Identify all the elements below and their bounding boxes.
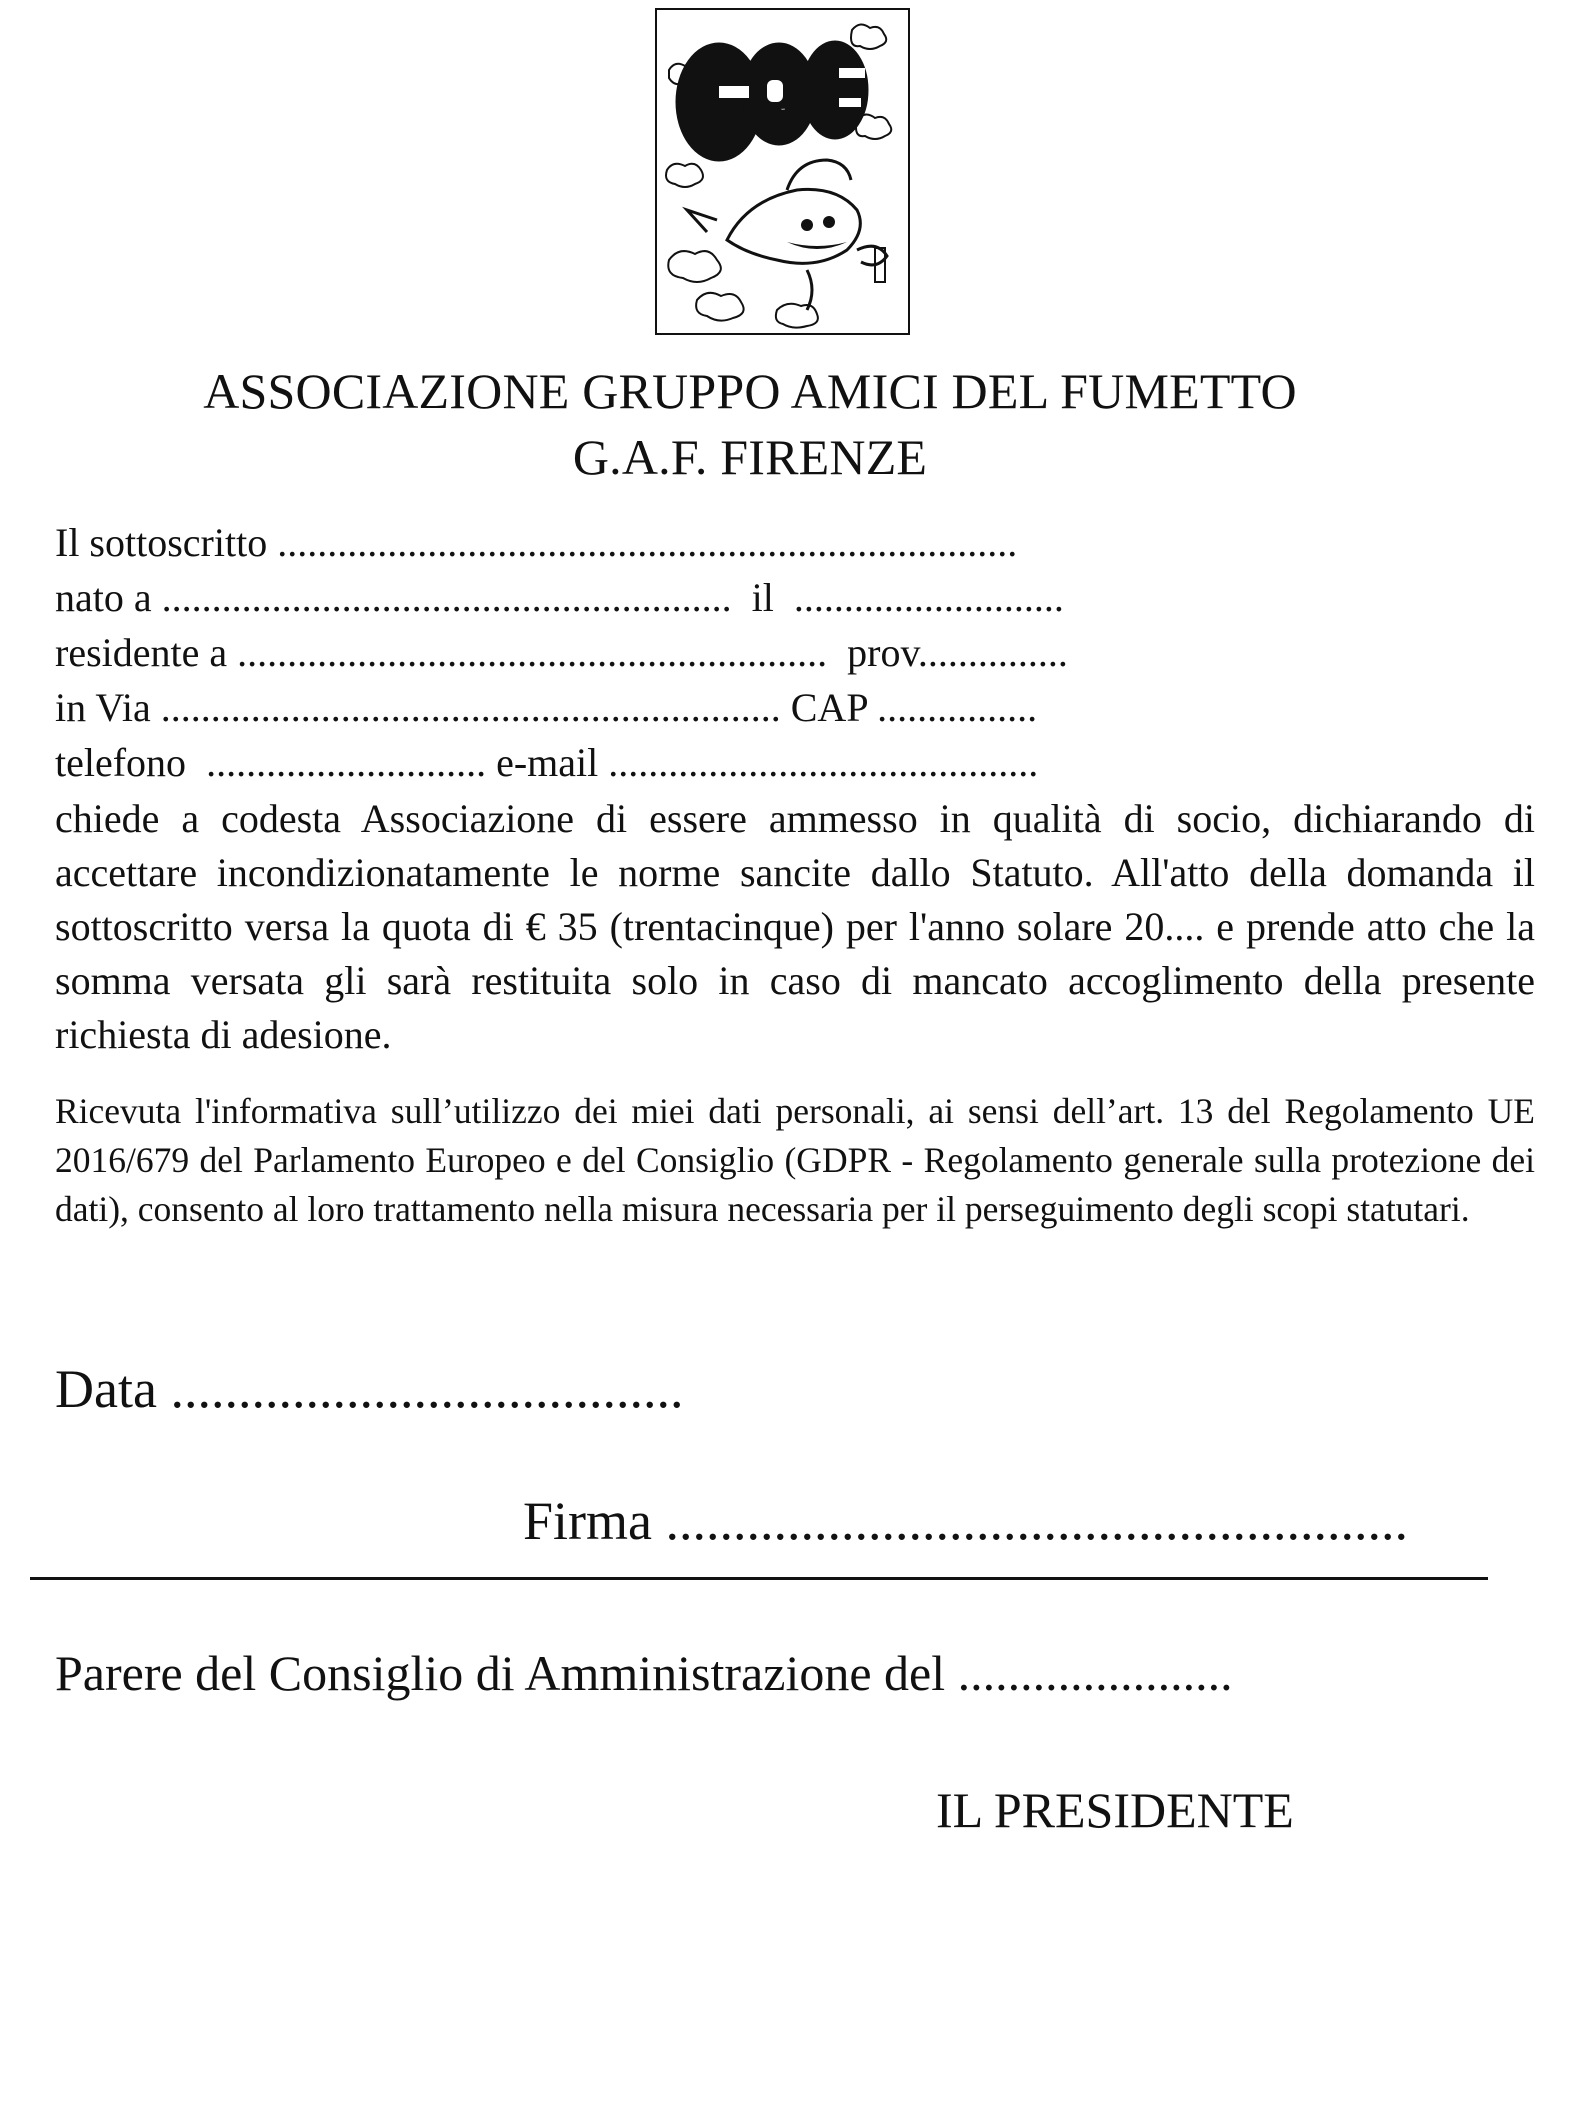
label-parere: Parere del Consiglio di Amministrazione del [55, 1645, 946, 1701]
label-sottoscritto: Il sottoscritto [55, 520, 268, 565]
privacy-consent-text: Ricevuta l'informativa sull’utilizzo dei miei dati personali, ai sensi dell’art. 13 del Regolamento UE 2016/679 del Parlamento Europeo e del Consiglio (GDPR - Regolamento generale sulla protezione dei dati), consento al loro trattamento nella misura necessaria per il perseguimento degli scopi statutari. [55, 1091, 1535, 1229]
field-parere [55, 1645, 1233, 1701]
field-telefono [55, 740, 1265, 785]
label-data: Data [55, 1359, 157, 1419]
label-cap: CAP [790, 685, 868, 730]
association-short-name: G.A.F. FIRENZE [572, 429, 928, 485]
field-nato [55, 575, 1265, 620]
blank-il[interactable]: ........................... [793, 575, 1064, 620]
field-residente [55, 630, 1265, 675]
label-telefono: telefono [55, 740, 187, 785]
blank-sottoscritto[interactable]: .......................................................................... [277, 520, 1018, 565]
field-via [55, 685, 1265, 730]
label-nato: nato a [55, 575, 152, 620]
blank-nato[interactable]: ......................................................... [161, 575, 732, 620]
blank-residente[interactable]: ........................................................... [237, 630, 828, 675]
field-data [55, 1359, 684, 1419]
gaf-logo [655, 8, 910, 335]
blank-parere[interactable]: ...................... [957, 1645, 1233, 1701]
blank-cap[interactable]: ................ [877, 685, 1038, 730]
membership-request-text: chiede a codesta Associazione di essere ammesso in qualità di socio, dichiarando di accettare incondizionatamente le norme sancite dallo Statuto. All'atto della domanda il sottoscritto versa la quota di € 35 (trentacinque) per l'anno solare 20.... e prende atto che la somma versata gli sarà restituita solo in caso di mancato accoglimento della presente richiesta di adesione. [55, 796, 1535, 1057]
gaf-logo-drawing [657, 10, 908, 333]
label-prov: prov. [847, 630, 928, 675]
field-sottoscritto [55, 520, 1265, 565]
blank-via[interactable]: .............................................................. [160, 685, 781, 730]
blank-firma[interactable]: ....................................................... [665, 1491, 1408, 1551]
label-il: il [751, 575, 774, 620]
blank-data[interactable]: ...................................... [170, 1359, 684, 1419]
section-divider [30, 1577, 1488, 1580]
label-via: in Via [55, 685, 151, 730]
blank-telefono[interactable]: ............................ [206, 740, 487, 785]
blank-email[interactable]: ........................................... [608, 740, 1039, 785]
association-name: ASSOCIAZIONE GRUPPO AMICI DEL FUMETTO [203, 363, 1297, 419]
label-residente: residente a [55, 630, 228, 675]
svg-text:GAF: GAF [780, 109, 786, 111]
president-signature-label: IL PRESIDENTE [936, 1782, 1294, 1838]
field-firma [523, 1491, 1408, 1551]
label-firma: Firma [523, 1491, 652, 1551]
label-email: e-mail [496, 740, 599, 785]
blank-prov[interactable]: .............. [927, 630, 1068, 675]
